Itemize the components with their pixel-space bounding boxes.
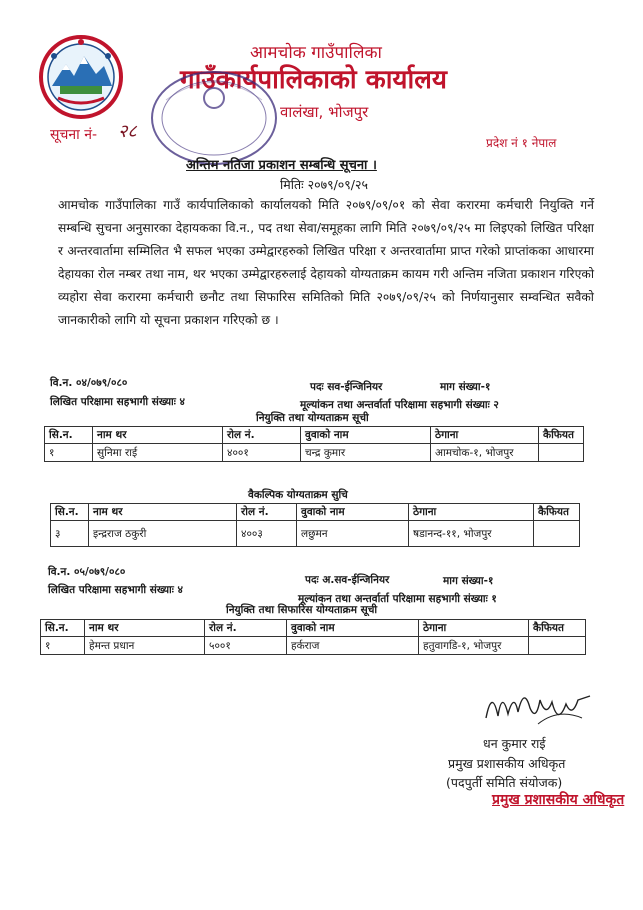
cell-remarks: [539, 444, 584, 462]
col-address: ठेगाना: [409, 504, 534, 521]
cell-remarks: [534, 521, 580, 547]
col-name: नाम थर: [85, 620, 205, 637]
handwritten-signature: [478, 678, 598, 738]
recommendation-list-table: [40, 619, 586, 655]
col-sn: सि.न.: [51, 504, 89, 521]
notice-number: २८: [118, 121, 137, 142]
notice-body: आमचोक गाउँपालिका गाउँ कार्यपालिकाको कार्यालयको मिति २०७९/०९/०१ को सेवा करारमा कर्मचारी नियुक्ति गर्ने सम्बन्धि सुचना अनुसारका देहायकका वि.न., पद तथा सेवा/समूहका लागि मिति २०७९/०९/२५ मा लिइएको लिखित परिक्षा र अन्तरवार्तामा सम्मिलित भै सफल भएका उम्मेद्वारहरुको लिखित परिक्षा र अन्तरवार्तामा प्राप्त गरेको प्राप्तांकका आधारमा देहायका रोल नम्बर तथा नाम, थर भएका उम्मेद्वारहरुलाई देहायको योग्यताक्रम कायम गरी अन्तिम नजिता प्रकाशन गरिएको व्यहोरा सेवा करारमा कर्मचारी छनौट तथा सिफारिस समितिको मिति २०७९/०९/२५ को निर्णयानुसार सम्वन्धित सवैको जानकारीको लागि यो सूचना प्रकाशन गरिएको छ ।: [58, 198, 594, 327]
col-father: वुवाको नाम: [301, 427, 431, 444]
cell-name: सुनिमा राई: [93, 444, 223, 462]
col-remarks: कैफियत: [534, 504, 580, 521]
table-caption: नियुक्ति तथा योग्यताक्रम सूची: [256, 412, 369, 424]
cell-sn: ३: [51, 521, 89, 547]
notice-subject: अन्तिम नतिजा प्रकाशन सम्बन्धि सूचना ।: [186, 158, 377, 173]
table-row: [45, 444, 584, 462]
municipality-emblem-logo: [38, 34, 124, 120]
table-header-row: [45, 427, 584, 444]
notice-number-label: सूचना नं-: [50, 127, 98, 143]
written-exam-count: लिखित परिक्षामा सहभागी संख्याः ४: [48, 584, 184, 596]
demand-count: माग संख्या-१: [440, 381, 491, 393]
cell-roll: ४००१: [223, 444, 301, 462]
signatory-name: धन कुमार राई: [483, 736, 546, 751]
letterhead-office-name: गाउँकार्यपालिकाको कार्यालय: [180, 65, 447, 95]
col-roll: रोल नं.: [237, 504, 297, 521]
cell-father: हर्कराज: [287, 637, 419, 655]
vacancy-number: वि.न. ०४/०७९/०८०: [50, 377, 128, 389]
signatory-post: प्रमुख प्रशासकीय अधिकृत: [448, 756, 566, 771]
cell-name: इन्द्रराज ठकुरी: [89, 521, 237, 547]
col-remarks: कैफियत: [539, 427, 584, 444]
col-remarks: कैफियत: [529, 620, 586, 637]
col-address: ठेगाना: [431, 427, 539, 444]
interview-count: मूल्यांकन तथा अन्तर्वार्ता परिक्षामा सहभागी संख्याः १: [298, 593, 497, 605]
table-header-row: [41, 620, 586, 637]
table-row: [41, 637, 586, 655]
cell-address: षडानन्द-११, भोजपुर: [409, 521, 534, 547]
cell-father: चन्द्र कुमार: [301, 444, 431, 462]
table-row: [51, 521, 580, 547]
col-address: ठेगाना: [419, 620, 529, 637]
col-father: वुवाको नाम: [297, 504, 409, 521]
cell-father: लछुमन: [297, 521, 409, 547]
cell-remarks: [529, 637, 586, 655]
vacancy-number: वि.न. ०५/०७९/०८०: [48, 566, 126, 578]
col-roll: रोल नं.: [223, 427, 301, 444]
letterhead-municipality-name: आमचोक गाउँपालिका: [250, 43, 382, 63]
cell-sn: १: [45, 444, 93, 462]
col-father: वुवाको नाम: [287, 620, 419, 637]
col-name: नाम थर: [93, 427, 223, 444]
table-caption: नियुक्ति तथा सिफारिस योग्यताक्रम सूची: [226, 604, 378, 616]
cell-roll: ४००३: [237, 521, 297, 547]
cell-address: हतुवागडि-१, भोजपुर: [419, 637, 529, 655]
office-seal-stamp: [136, 60, 286, 170]
table-caption: वैकल्पिक योग्यताक्रम सुचि: [248, 489, 348, 501]
cell-sn: १: [41, 637, 85, 655]
col-sn: सि.न.: [45, 427, 93, 444]
written-exam-count: लिखित परिक्षामा सहभागी संख्याः ४: [50, 396, 186, 408]
notice-date: मितिः २०७९/०९/२५: [280, 177, 368, 192]
cell-address: आमचोक-१, भोजपुर: [431, 444, 539, 462]
table-header-row: [51, 504, 580, 521]
letterhead-address: वालंखा, भोजपुर: [280, 103, 369, 121]
merit-list-table: [44, 426, 584, 462]
col-roll: रोल नं.: [205, 620, 287, 637]
signatory-stamp: प्रमुख प्रशासकीय अधिकृत: [492, 792, 625, 808]
post-name: पदः अ.सव-ईन्जिनियर: [305, 574, 390, 586]
post-name: पदः सव-ईन्जिनियर: [310, 381, 383, 393]
demand-count: माग संख्या-१: [443, 575, 494, 587]
interview-count: मूल्यांकन तथा अन्तर्वार्ता परिक्षामा सहभागी संख्याः २: [300, 399, 499, 411]
col-name: नाम थर: [89, 504, 237, 521]
col-sn: सि.न.: [41, 620, 85, 637]
cell-name: हेमन्त प्रधान: [85, 637, 205, 655]
cell-roll: ५००१: [205, 637, 287, 655]
alternate-list-table: [50, 503, 580, 547]
province-label: प्रदेश नं १ नेपाल: [486, 136, 557, 150]
signatory-role: (पदपुर्ती समिति संयोजक): [446, 775, 563, 790]
